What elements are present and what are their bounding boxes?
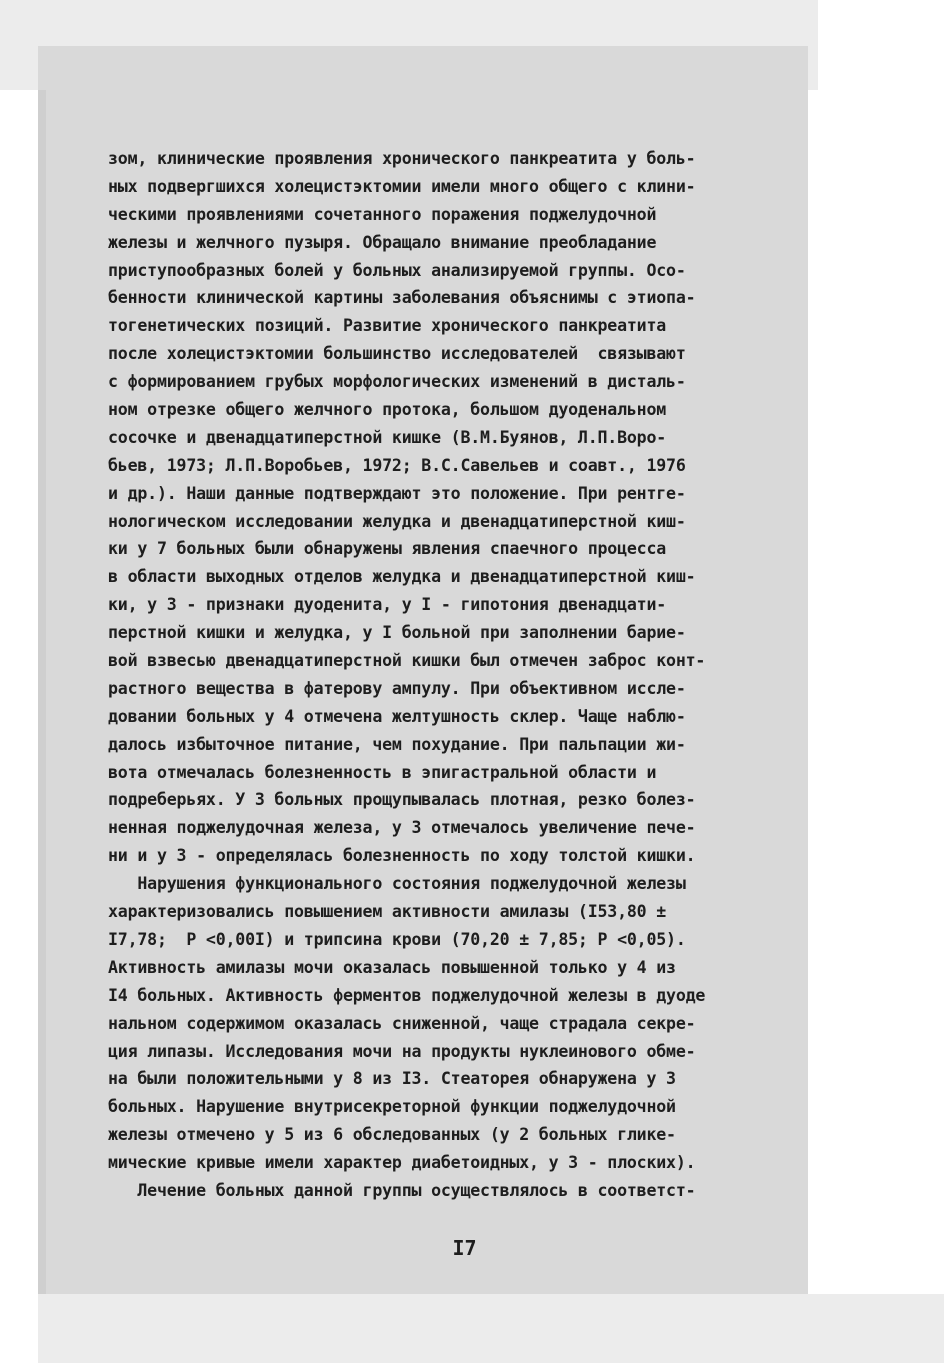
text-line: ческими проявлениями сочетанного поражения поджелудочной: [108, 204, 657, 224]
text-line: нальном содержимом оказалась сниженной, чаще страдала секре-: [108, 1013, 696, 1033]
text-line: ки, у 3 - признаки дуоденита, у I - гипотония двенадцати-: [108, 595, 667, 615]
text-line: подреберьях. У 3 больных прощупывалась плотная, резко болез-: [108, 790, 696, 810]
page-body-text: [108, 145, 808, 1205]
text-line: и др.). Наши данные подтверждают это положение. При рентге-: [108, 483, 686, 503]
text-line: нологическом исследовании желудка и двенадцатиперстной киш-: [108, 511, 686, 531]
text-line: бьев, 1973; Л.П.Воробьев, 1972; В.С.Савельев и соавт., 1976: [108, 455, 686, 475]
text-line: характеризовались повышением активности амилазы (I53,80 ±: [108, 902, 667, 922]
text-line: на были положительными у 8 из I3. Стеаторея обнаружена у 3: [108, 1069, 676, 1089]
text-line: ненная поджелудочная железа, у 3 отмечалось увеличение пече-: [108, 818, 696, 838]
text-line: мические кривые имели характер диабетоидных, у 3 - плоских).: [108, 1153, 696, 1173]
text-line: ки у 7 больных были обнаружены явления спаечного процесса: [108, 539, 667, 559]
text-line: растного вещества в фатерову ампулу. При объективном иссле-: [108, 678, 686, 698]
scan-left-edge: [38, 90, 46, 1294]
text-line: ных подвергшихся холецистэктомии имели много общего с клини-: [108, 176, 696, 196]
text-line: железы отмечено у 5 из 6 обследованных (у 2 больных глике-: [108, 1125, 676, 1145]
page-number-label: I7: [452, 1236, 477, 1260]
text-line: вой взвесью двенадцатиперстной кишки был отмечен заброс конт-: [108, 651, 706, 671]
text-line: I4 больных. Активность ферментов поджелудочной железы в дуоде: [108, 985, 706, 1005]
text-line: Нарушения функционального состояния поджелудочной железы: [108, 874, 686, 894]
text-line: далось избыточное питание, чем похудание. При пальпации жи-: [108, 734, 686, 754]
text-line: после холецистэктомии большинство исследователей связывают: [108, 344, 686, 364]
scan-bottom-margin: [38, 1294, 944, 1363]
text-line: Лечение больных данной группы осуществлялось в соответст-: [108, 1180, 696, 1200]
text-line: Активность амилазы мочи оказалась повышенной только у 4 из: [108, 957, 676, 977]
text-line: сосочке и двенадцатиперстной кишке (В.М.Буянов, Л.П.Воро-: [108, 427, 667, 447]
page-number: [0, 1236, 949, 1260]
text-line: с формированием грубых морфологических изменений в дисталь-: [108, 372, 686, 392]
text-line: довании больных у 4 отмечена желтушность склер. Чаще наблю-: [108, 706, 686, 726]
text-line: железы и желчного пузыря. Обращало внимание преобладание: [108, 232, 657, 252]
text-line: приступообразных болей у больных анализируемой группы. Осо-: [108, 260, 686, 280]
text-line: ция липазы. Исследования мочи на продукты нуклеинового обме-: [108, 1041, 696, 1061]
text-line: I7,78; P <0,00I) и трипсина крови (70,20 ± 7,85; P <0,05).: [108, 929, 686, 949]
text-line: зом, клинические проявления хронического панкреатита у боль-: [108, 149, 696, 168]
text-line: перстной кишки и желудка, у I больной при заполнении барие-: [108, 623, 686, 643]
text-line: больных. Нарушение внутрисекреторной функции поджелудочной: [108, 1097, 676, 1117]
text-line: в области выходных отделов желудка и двенадцатиперстной киш-: [108, 567, 696, 587]
text-line: ном отрезке общего желчного протока, большом дуоденальном: [108, 400, 667, 420]
text-line: ни и у 3 - определялась болезненность по ходу толстой кишки.: [108, 846, 696, 866]
text-line: вота отмечалась болезненность в эпигастральной области и: [108, 762, 657, 782]
text-line: тогенетических позиций. Развитие хронического панкреатита: [108, 316, 667, 336]
text-line: бенности клинической картины заболевания объяснимы с этиопа-: [108, 288, 696, 308]
